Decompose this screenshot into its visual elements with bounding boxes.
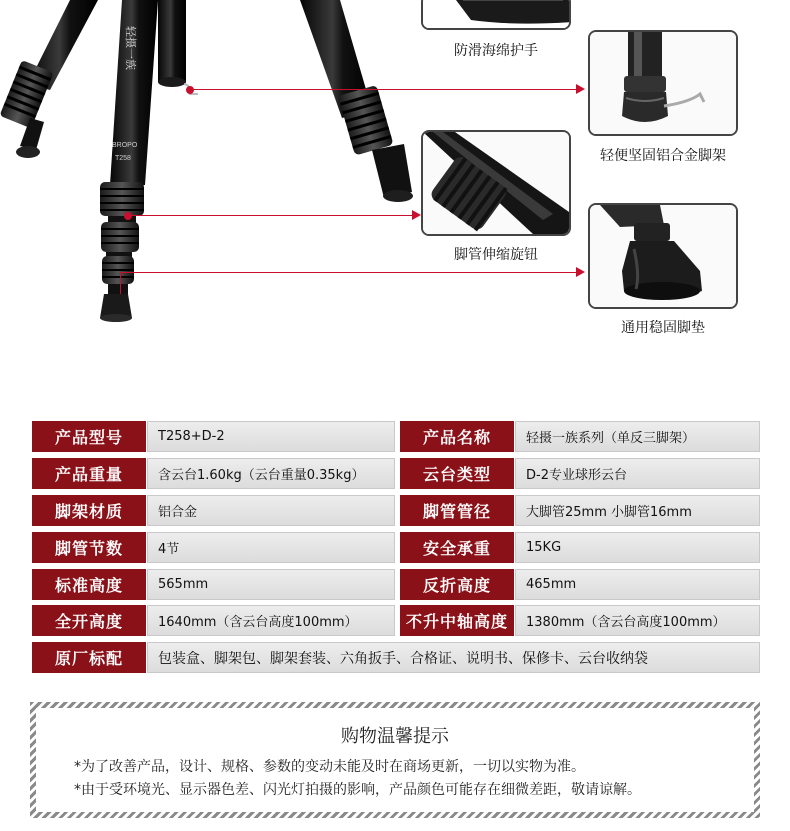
right-leg xyxy=(300,0,413,202)
spec-label: 反折高度 xyxy=(400,569,514,600)
pointer-line-foot-vertical xyxy=(120,272,121,294)
spec-label: 脚架材质 xyxy=(32,495,146,526)
spec-row xyxy=(32,421,760,452)
spec-row xyxy=(32,458,760,489)
pointer-line-knob xyxy=(128,215,418,216)
pointer-line-foot xyxy=(120,272,576,273)
tripod-image xyxy=(0,0,430,340)
spec-value: 轻摄一族系列（单反三脚架） xyxy=(515,421,760,452)
aluminum-leg-thumbnail xyxy=(588,30,738,136)
svg-text:T258: T258 xyxy=(115,155,131,162)
caption-twist-lock: 脚管伸缩旋钮 xyxy=(454,247,538,263)
spec-row xyxy=(32,605,760,636)
spec-value: D-2专业球形云台 xyxy=(515,458,760,489)
spec-row xyxy=(32,532,760,563)
pointer-arrow-knob xyxy=(412,210,421,220)
spec-label: 产品名称 xyxy=(400,421,514,452)
spec-value: 565mm xyxy=(147,569,395,600)
spec-label: 云台类型 xyxy=(400,458,514,489)
spec-value: 4节 xyxy=(147,532,395,563)
left-leg xyxy=(0,0,98,158)
pointer-origin-knob xyxy=(124,212,132,220)
spec-label: 脚管节数 xyxy=(32,532,146,563)
spec-value: 铝合金 xyxy=(147,495,395,526)
twist-lock-thumbnail xyxy=(421,130,571,236)
spec-value: T258+D-2 xyxy=(147,421,395,452)
spec-label: 安全承重 xyxy=(400,532,514,563)
notice-line: *由于受环境光、显示器色差、闪光灯拍摄的影响，产品颜色可能存在细微差距，敬请谅解。 xyxy=(74,782,641,798)
rubber-foot-thumbnail xyxy=(588,203,738,309)
spec-label: 标准高度 xyxy=(32,569,146,600)
spec-row xyxy=(32,569,760,600)
caption-rubber-foot: 通用稳固脚垫 xyxy=(621,320,705,336)
shopping-notice xyxy=(30,702,760,818)
spec-value: 1640mm（含云台高度100mm） xyxy=(147,605,395,636)
notice-line: *为了改善产品，设计、规格、参数的变动未能及时在商场更新，一切以实物为准。 xyxy=(74,759,585,775)
spec-value: 465mm xyxy=(515,569,760,600)
spec-label: 不升中轴高度 xyxy=(400,605,514,636)
spec-value: 大脚管25mm 小脚管16mm xyxy=(515,495,760,526)
spec-label: 产品型号 xyxy=(32,421,146,452)
svg-text:轻摄一族: 轻摄一族 xyxy=(124,26,137,70)
accessories-row xyxy=(32,642,760,673)
spec-label: 产品重量 xyxy=(32,458,146,489)
spec-row xyxy=(32,495,760,526)
caption-aluminum-legs: 轻便坚固铝合金脚架 xyxy=(600,148,726,164)
pointer-arrow-column xyxy=(576,84,585,94)
spec-value: 含云台1.60kg（云台重量0.35kg） xyxy=(147,458,395,489)
accessories-value: 包装盒、脚架包、脚架套装、六角扳手、合格证、说明书、保修卡、云台收纳袋 xyxy=(147,642,760,673)
pointer-origin-column xyxy=(186,86,194,94)
notice-title: 购物温馨提示 xyxy=(341,726,449,747)
svg-text:BROPO: BROPO xyxy=(112,142,138,149)
product-illustration xyxy=(0,0,790,400)
accessories-label: 原厂标配 xyxy=(32,642,146,673)
pointer-arrow-foot xyxy=(576,267,585,277)
spec-label: 全开高度 xyxy=(32,605,146,636)
center-column xyxy=(158,0,198,94)
front-leg xyxy=(100,0,158,322)
spec-value: 1380mm（含云台高度100mm） xyxy=(515,605,760,636)
spec-value: 15KG xyxy=(515,532,760,563)
spec-label: 脚管管径 xyxy=(400,495,514,526)
caption-foam-grip: 防滑海绵护手 xyxy=(454,43,538,59)
pointer-line-column xyxy=(190,89,576,90)
foam-grip-thumbnail xyxy=(421,0,571,30)
